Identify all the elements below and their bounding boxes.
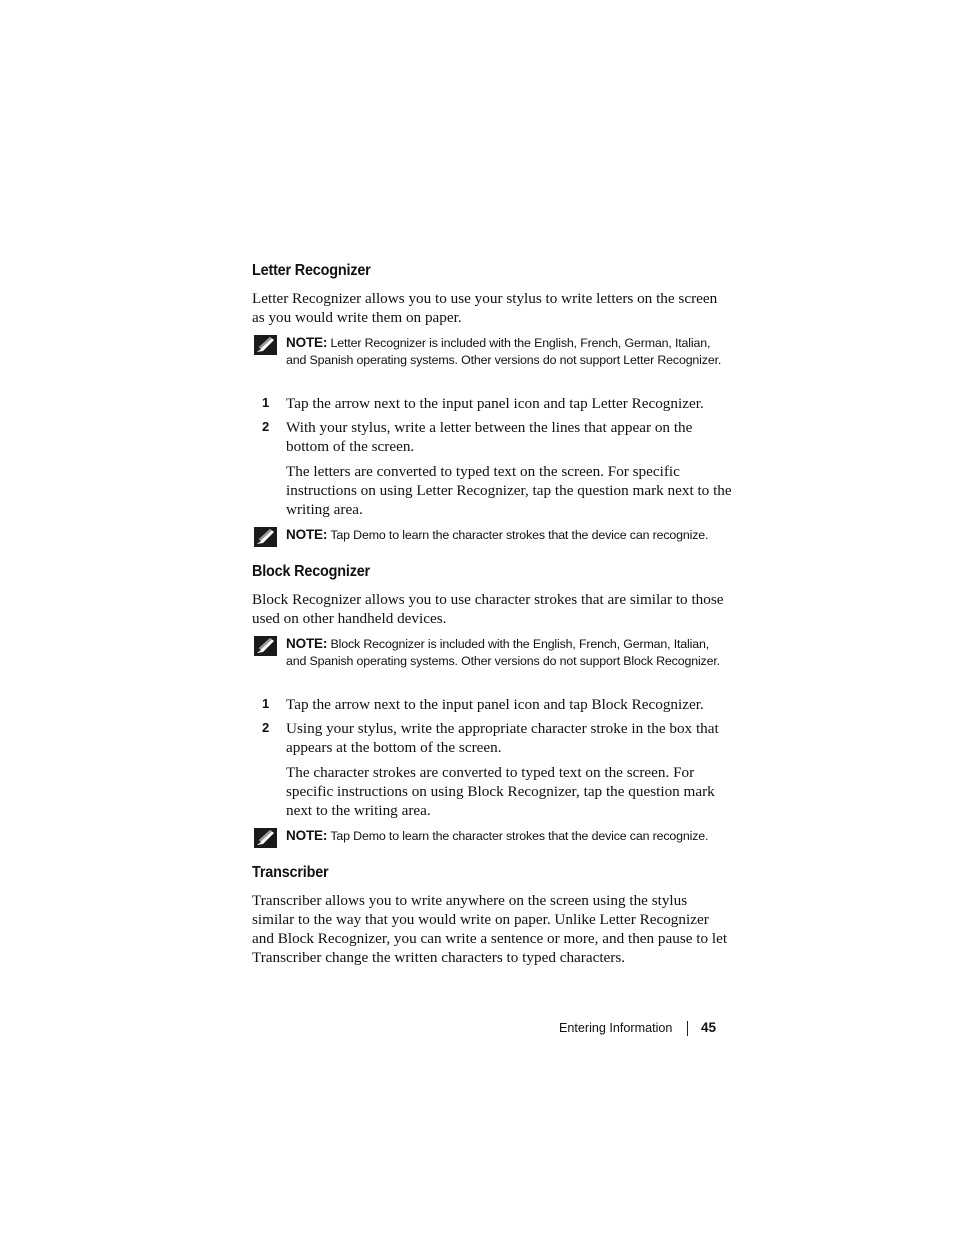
note-label: NOTE:: [286, 335, 328, 350]
step-number: 1: [262, 696, 270, 711]
step-number: 1: [262, 395, 270, 410]
footer-chapter: Entering Information: [559, 1021, 673, 1035]
heading-transcriber: Transcriber: [252, 864, 329, 881]
pencil-note-icon: [254, 335, 277, 355]
heading-letter-recognizer: Letter Recognizer: [252, 262, 371, 279]
step-number: 2: [262, 419, 270, 434]
page-number: 45: [701, 1020, 717, 1035]
note-label: NOTE:: [286, 527, 328, 542]
demo-term: Demo: [353, 528, 386, 542]
note-text: Block Recognizer is included with the English, French, German, Italian, and Spanish operating systems. Other versions do not support Block Recognizer.: [286, 637, 720, 668]
note-label: NOTE:: [286, 636, 328, 651]
letter-followup: The letters are converted to typed text on the screen. For specific instructions on using Letter Recognizer, tap the question mark next to the writing area.: [286, 463, 732, 518]
block-followup: The character strokes are converted to typed text on the screen. For specific instructions on using Block Recognizer, tap the question mark next to the writing area.: [286, 764, 715, 819]
footer-separator: [687, 1021, 688, 1036]
block-intro: Block Recognizer allows you to use character strokes that are similar to those used on other handheld devices.: [252, 591, 724, 627]
pencil-note-icon: [254, 527, 277, 547]
pencil-note-icon: [254, 828, 277, 848]
transcriber-intro: Transcriber allows you to write anywhere on the screen using the stylus similar to the way that you would write on paper. Unlike Letter Recognizer and Block Recognizer, you can write a sentence or more, and then pause to let Transcriber change the written characters to typed characters.: [252, 892, 728, 966]
note-text: Letter Recognizer is included with the English, French, German, Italian, and Spanish operating systems. Other versions do not support Letter Recognizer.: [286, 336, 722, 367]
step-number: 2: [262, 720, 270, 735]
pencil-note-icon: [254, 636, 277, 656]
heading-block-recognizer: Block Recognizer: [252, 563, 370, 580]
note-label: NOTE:: [286, 828, 328, 843]
ui-term-block-recognizer: Block Recognizer: [591, 696, 700, 713]
letter-intro: Letter Recognizer allows you to use your stylus to write letters on the screen as you would write them on paper.: [252, 290, 718, 326]
document-page: Letter Recognizer Letter Recognizer allows you to use your stylus to write letters on the screen as you would write them on paper. NOTE: Letter Recognizer is included with the English, French, German, Italian, and Spanish operating systems. Other versions do not support Letter Recognizer. 1 Tap the arrow next to the input panel icon and tap Letter Recognizer. 2 With your stylus, write a letter between the lines that appear on the bottom of the screen. The letters are converted to typed text on the screen. For specific instructions on using Letter Recognizer, tap the question mark next to the writing area. NOTE: Tap Demo to learn the character strokes that the device can recognize. Block Recognizer Block Recognizer allows you to use character strokes that are similar to those used on other handheld devices. NOTE: Block Recognizer is included with the English, French, German, Italian, and Spanish operating systems. Other versions do not support Block Recognizer. 1 Tap the arrow next to the input panel icon and tap Block Recognizer. 2 Using your stylus, write the appropriate character stroke in the box that appears at the bottom of the screen. The character strokes are converted to typed text on the screen. For specific instructions on using Block Recognizer, tap the question mark next to the writing area. NOTE: Tap Demo to learn the character strokes that the device can recognize. Transcriber Transcriber allows you to write anywhere on the screen using the stylus similar to the way that you would write on paper. Unlike Letter Recognizer and Block Recognizer, you can write a sentence or more, and then pause to let Transcriber change the written characters to typed characters. Entering Information 45: [252, 262, 732, 1035]
demo-term: Demo: [353, 829, 386, 843]
ui-term-letter-recognizer: Letter Recognizer: [591, 395, 700, 412]
